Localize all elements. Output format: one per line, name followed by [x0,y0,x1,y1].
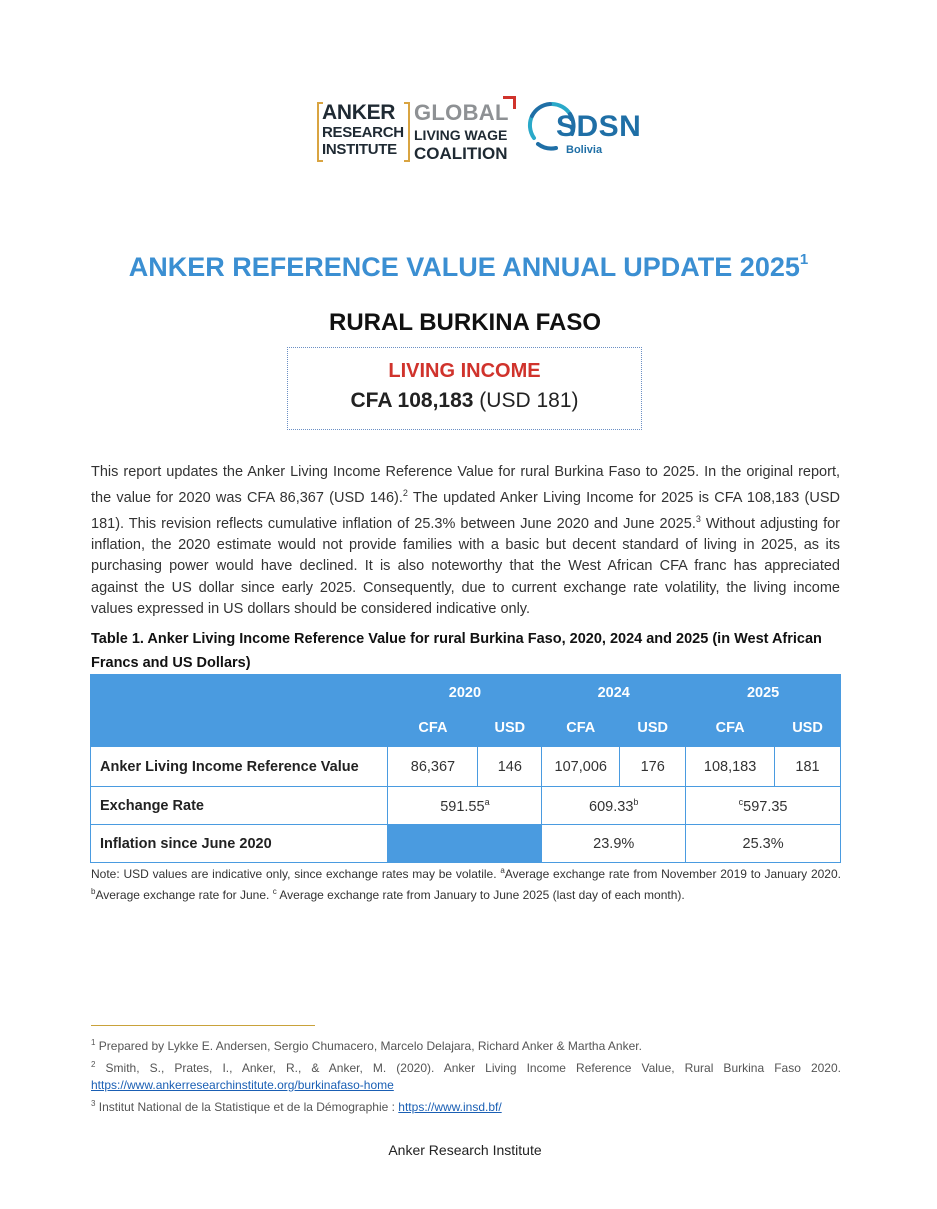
para-part-2: The updated Anker Living Income for 2025 is CFA 108,183 (USD 181). This revision reflects cumulative inflation of 25.3% between June 2020 and June 2025. [91,490,840,533]
footnote-2-link[interactable]: https://www.ankerresearchinstitute.org/burkinafaso-home [91,1078,394,1092]
header-usd-2025: USD [775,711,841,747]
table-header-row-years [91,675,841,711]
logo-corner-mark [503,96,516,109]
living-income-usd: (USD 181) [479,389,579,412]
er-2024-value: 609.33 [589,798,634,815]
note-part-4: Average exchange rate from January to June 2025 (last day of each month). [276,888,685,902]
note-ref-a: a [500,866,505,875]
cell-li-cfa-2020: 86,367 [388,747,478,787]
cell-li-usd-2024: 176 [620,747,686,787]
cell-inf-2020-empty [388,825,542,863]
er-2025-value: 597.35 [743,798,788,815]
footnote-2-num: 2 [91,1059,96,1069]
logo-bracket-right [404,102,410,162]
footnote-3-num: 3 [91,1098,96,1108]
footnote-3-text: Institut National de la Statistique et de la Démographie : [95,1099,399,1114]
table-caption: Table 1. Anker Living Income Reference Value for rural Burkina Faso, 2020, 2024 and 2025 (in West African Francs and US Dollars) [91,631,822,671]
logo-ari-line3: INSTITUTE [322,141,397,158]
logo-glwc-line1: GLOBAL [414,100,509,125]
global-living-wage-coalition-logo [414,102,518,162]
footnotes [91,1034,841,1116]
cell-inf-2025: 25.3% [686,825,841,863]
row-label-living-income: Anker Living Income Reference Value [91,747,388,787]
footnote-1-text: Prepared by Lykke E. Andersen, Sergio Chumacero, Marcelo Delajara, Richard Anker & Martha Anker. [95,1039,642,1053]
page-subtitle: RURAL BURKINA FASO [328,309,601,336]
header-cfa-2024: CFA [542,711,620,747]
header-year-2024: 2024 [542,675,686,711]
cell-er-2025 [686,787,841,825]
er-2025-note: c [738,796,744,807]
header-usd-2024: USD [620,711,686,747]
header-year-2020: 2020 [388,675,542,711]
logo-bracket-left [317,102,323,162]
cell-li-usd-2020: 146 [478,747,542,787]
note-ref-b: b [91,887,96,896]
para-part-3: Without adjusting for inflation, the 2020 estimate would not provide families with a basic but decent standard of living in 2025, as its purchasing power would have declined. It is also noteworthy that the West African CFA franc has appreciated against the US dollar since early 2025. Consequently, due to current exchange rate volatility, the living income values expressed in US dollars should be considered indicative only. [91,516,840,617]
table-note [91,862,841,904]
footnote-1 [91,1034,841,1056]
cell-er-2020 [388,787,542,825]
row-label-inflation: Inflation since June 2020 [91,825,388,863]
living-income-value [288,389,641,413]
logo-sdsn-text: SDSN [556,110,642,143]
cell-li-cfa-2025: 108,183 [686,747,775,787]
header-cfa-2020: CFA [388,711,478,747]
footnote-2-text: Smith, S., Prates, I., Anker, R., & Anker, M. (2020). Anker Living Income Reference Value, Rural Burkina Faso 2020. [95,1060,841,1075]
cell-er-2024 [542,787,686,825]
header-usd-2020: USD [478,711,542,747]
page-title [0,252,937,283]
footnote-1-num: 1 [91,1038,96,1047]
living-income-table [90,674,841,863]
logo-glwc-line2: LIVING WAGE [414,127,508,143]
row-label-exchange-rate: Exchange Rate [91,787,388,825]
footnote-2 [91,1056,841,1095]
living-income-label: LIVING INCOME [388,360,541,382]
para-footnote-3: 3 [695,514,701,525]
table-row-living-income [91,747,841,787]
anker-research-institute-logo [322,102,404,160]
table-row-exchange-rate [91,787,841,825]
table-row-inflation [91,825,841,863]
note-part-3: Average exchange rate for June. [95,888,273,902]
living-income-box [287,347,642,430]
footnote-divider [91,1025,315,1026]
para-part-1: This report updates the Anker Living Income Reference Value for rural Burkina Faso to 2025. In the original report, the value for 2020 was CFA 86,367 (USD 146). [91,464,840,507]
para-footnote-2: 2 [402,488,408,499]
logo-sdsn-sub: Bolivia [566,144,603,156]
cell-inf-2024: 23.9% [542,825,686,863]
title-text: ANKER REFERENCE VALUE ANNUAL UPDATE 2025 [128,252,800,282]
er-2020-value: 591.55 [440,798,485,815]
note-part-2: Average exchange rate from November 2019 to January 2020. [504,867,841,881]
note-ref-c: c [272,887,277,896]
header-year-2025: 2025 [686,675,841,711]
footnote-3-link[interactable]: https://www.insd.bf/ [398,1099,502,1114]
page-footer: Anker Research Institute [388,1142,542,1158]
logo-ari-line1: ANKER [322,101,396,124]
living-income-cfa: CFA 108,183 [350,389,474,412]
logo-glwc-line3: COALITION [414,144,508,163]
cell-li-cfa-2024: 107,006 [542,747,620,787]
sdsn-bolivia-logo [526,98,642,162]
note-part-1: Note: USD values are indicative only, since exchange rates may be volatile. [91,867,501,881]
logo-ari-line2: RESEARCH [322,124,404,141]
er-2024-note: b [633,796,639,807]
intro-paragraph [91,462,840,620]
footnote-3 [91,1095,841,1117]
header-cfa-2025: CFA [686,711,775,747]
er-2020-note: a [484,796,490,807]
cell-li-usd-2025: 181 [775,747,841,787]
table-header-empty [91,675,388,747]
title-footnote-ref: 1 [799,251,809,268]
